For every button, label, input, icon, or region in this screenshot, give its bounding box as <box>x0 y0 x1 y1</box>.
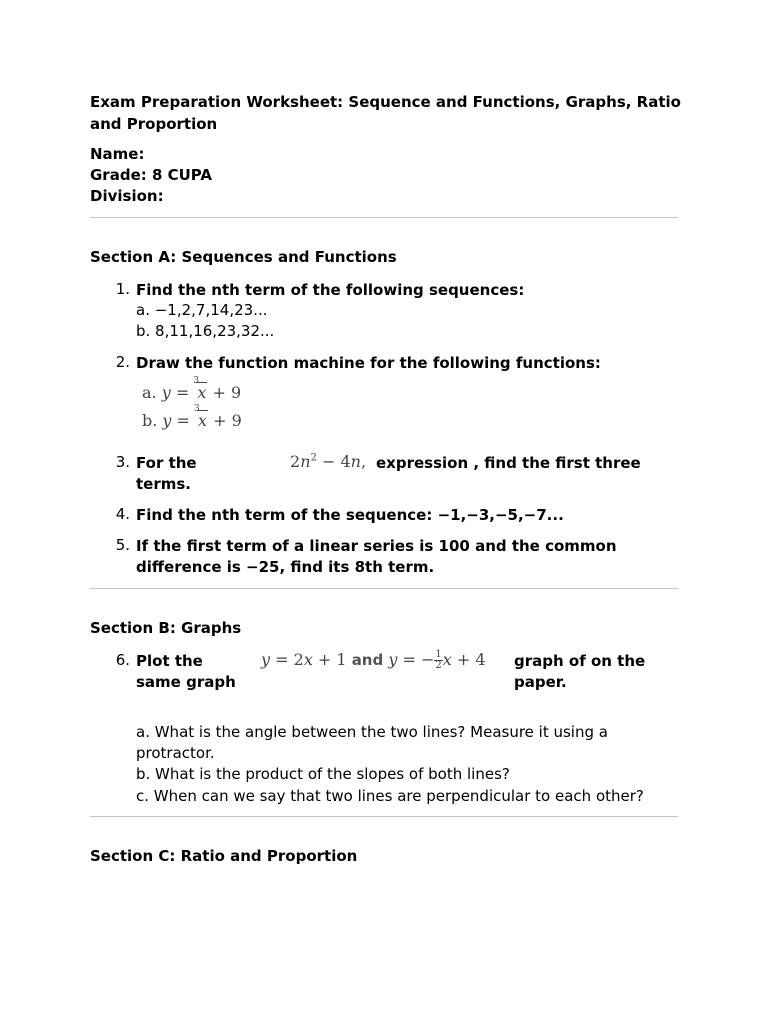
question-number: 2. <box>115 353 130 371</box>
grade-label: Grade: 8 CUPA <box>90 166 213 184</box>
question-4-text: Find the nth term of the sequence: −1,−3,−5,−7... <box>136 506 564 524</box>
question-6-part-b: b. What is the product of the slopes of both lines? <box>136 765 510 783</box>
question-6-text-start-1: Plot the <box>136 652 203 670</box>
question-number: 1. <box>115 280 130 298</box>
question-6-text-start-2: same graph <box>136 673 236 691</box>
question-6-part-c: c. When can we say that two lines are perpendicular to each other? <box>136 787 644 805</box>
divider <box>90 217 678 218</box>
cube-root-icon: 3 x <box>193 376 207 402</box>
section-b-heading: Section B: Graphs <box>90 619 242 637</box>
question-1-part-a: a. −1,2,7,14,23... <box>136 301 268 319</box>
divider <box>90 588 678 589</box>
question-5-line-1: If the first term of a linear series is 100 and the common <box>136 537 617 555</box>
question-number: 6. <box>115 651 130 669</box>
section-c-heading: Section C: Ratio and Proportion <box>90 847 358 865</box>
function-b: b. y = 3 x + 9 <box>142 404 242 430</box>
question-5-line-2: difference is −25, find its 8th term. <box>136 558 435 576</box>
question-number: 3. <box>115 453 130 471</box>
question-1-text: Find the nth term of the following sequences: <box>136 281 525 299</box>
question-6-part-a-line-2: protractor. <box>136 744 215 762</box>
question-3-text-continued: terms. <box>136 475 191 493</box>
question-3-expression: $2n^2 - 4n$, <box>290 452 367 471</box>
division-label: Division: <box>90 187 164 205</box>
cube-root-icon: 3 x <box>194 404 208 430</box>
question-number: 5. <box>115 536 130 554</box>
question-6-text-end-1: graph of on the <box>514 652 646 670</box>
worksheet-title: Exam Preparation Worksheet: Sequence and Functions, Graphs, Ratio and Proportion <box>90 93 681 133</box>
fraction-one-half: $\frac{1}{2}$ <box>435 649 442 671</box>
question-1-part-b: b. 8,11,16,23,32... <box>136 322 275 340</box>
and-text: and <box>351 651 384 669</box>
question-2-text: Draw the function machine for the following functions: <box>136 354 601 372</box>
question-3-text-start: For the <box>136 454 197 472</box>
divider <box>90 816 678 817</box>
function-b-prefix: b. <box>142 411 158 430</box>
question-6-part-a-line-1: a. What is the angle between the two lines? Measure it using a <box>136 723 608 741</box>
name-label: Name: <box>90 145 145 163</box>
function-a: a. y = 3 x + 9 <box>142 376 242 402</box>
question-3-text-end: expression , find the first three <box>376 454 641 472</box>
section-a-heading: Section A: Sequences and Functions <box>90 248 397 266</box>
question-number: 4. <box>115 505 130 523</box>
function-a-prefix: a. <box>142 383 157 402</box>
question-6-text-end-2: paper. <box>514 673 567 691</box>
question-6-expressions: y = 2x + 1 and y = − $\frac{1}{2}$ x + 4 <box>261 649 486 671</box>
